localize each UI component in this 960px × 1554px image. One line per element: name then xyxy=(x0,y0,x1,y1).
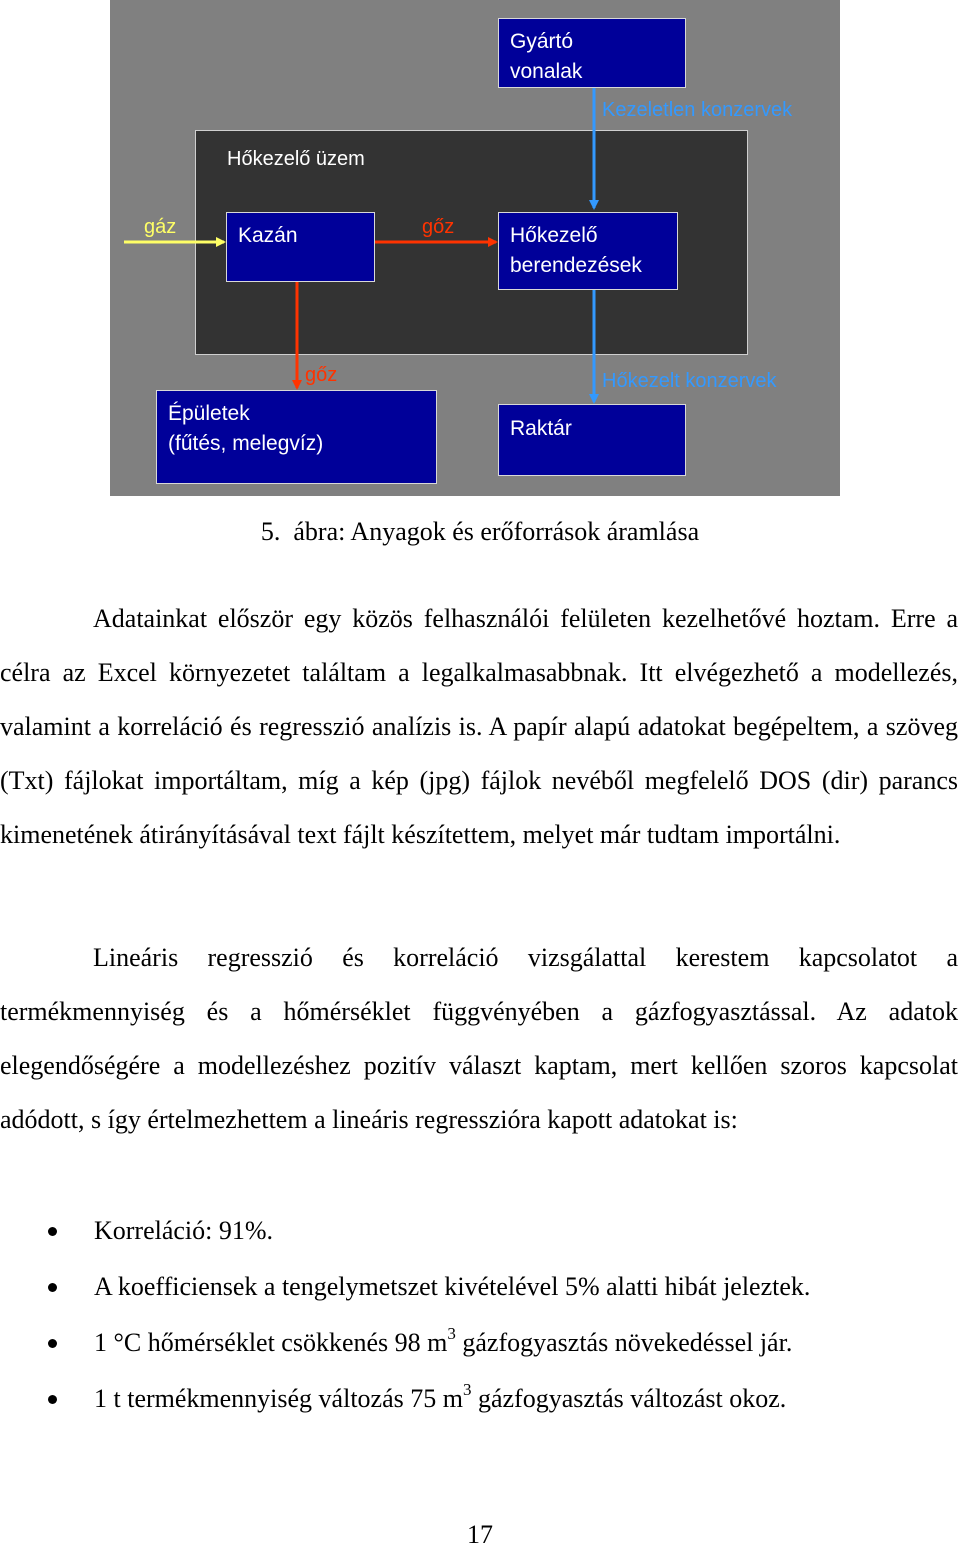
list-item xyxy=(0,1371,960,1427)
box-buildings xyxy=(156,390,437,484)
box-boiler-label: Kazán xyxy=(238,224,298,247)
list-item xyxy=(0,1203,960,1259)
superscript: 3 xyxy=(462,1380,472,1399)
paragraph-2: Lineáris regresszió és korreláció vizsgálattal kerestem kapcsolatot a termékmennyiség és a hőmérséklet függvényében a gázfogyasztással. Az adatok elegendőségére a modellezéshez pozitív választ kaptam, mert kellően szoros kapcsolat adódott, s így értelmezhettem a lineáris regresszióra kapott adatokat is: xyxy=(0,943,958,1134)
superscript: 3 xyxy=(447,1324,456,1343)
plant-label: Hőkezelő üzem xyxy=(227,148,365,170)
box-production-lines-label: Gyártó vonalak xyxy=(510,30,583,83)
flow-diagram xyxy=(110,0,840,496)
box-warehouse-label: Raktár xyxy=(510,417,572,440)
results-list xyxy=(0,1203,960,1427)
untreated-cans-label: Kezeletlen konzervek xyxy=(602,99,793,121)
list-item-text-after: gázfogyasztás növekedéssel jár. xyxy=(455,1328,793,1357)
bullet-icon xyxy=(48,1227,57,1236)
list-item xyxy=(0,1315,960,1371)
list-item-text: Korreláció: 91%. xyxy=(94,1216,274,1245)
list-item xyxy=(0,1259,960,1315)
list-item-text: 1 t termékmennyiség változás 75 m xyxy=(94,1384,463,1413)
paragraph-1: Adatainkat először egy közös felhasználói felületen kezelhetővé hoztam. Erre a célra az Excel környezetet találtam a legalkalmasabbnak. Itt elvégezhető a modellezés, valamint a korreláció és regresszió analízis is. A papír alapú adatokat begépeltem, a szöveg (Txt) fájlokat importáltam, míg a kép (jpg) fájlok nevéből megfelelő DOS (dir) parancs kimenetének átirányításával text fájlt készítettem, melyet már tudtam importálni. xyxy=(0,604,958,849)
box-buildings-label: Épületek (fűtés, melegvíz) xyxy=(168,402,324,455)
steam-label-bottom: gőz xyxy=(305,364,338,386)
page-number: 17 xyxy=(467,1520,493,1549)
list-item-text: A koefficiensek a tengelymetszet kivételével 5% alatti hibát jeleztek. xyxy=(94,1272,811,1301)
bullet-icon xyxy=(48,1339,57,1348)
treated-cans-label: Hőkezelt konzervek xyxy=(602,370,777,392)
figure-caption: 5. ábra: Anyagok és erőforrások áramlása xyxy=(260,517,700,546)
steam-label-top: gőz xyxy=(422,216,455,238)
list-item-text: 1 °C hőmérséklet csökkenés 98 m xyxy=(94,1328,448,1357)
list-item-text-after: gázfogyasztás változást okoz. xyxy=(471,1384,787,1413)
box-heat-treatment-equipment xyxy=(498,212,678,290)
box-boiler xyxy=(226,212,375,282)
bullet-icon xyxy=(48,1283,57,1292)
box-production-lines xyxy=(498,18,686,88)
box-warehouse xyxy=(498,404,686,476)
box-heat-treatment-equipment-label: Hőkezelő berendezések xyxy=(510,224,642,277)
gas-label: gáz xyxy=(144,216,177,238)
bullet-icon xyxy=(48,1395,57,1404)
